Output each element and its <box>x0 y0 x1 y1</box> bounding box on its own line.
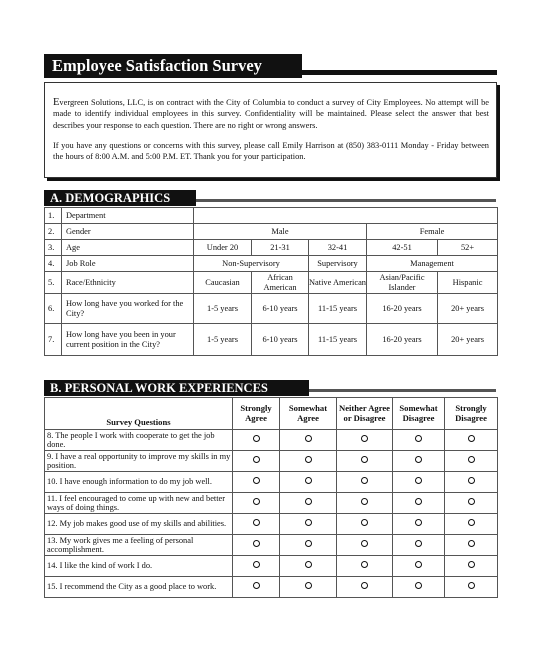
response-cell <box>233 577 280 598</box>
section-a-rule <box>196 199 496 202</box>
answer-option[interactable]: 6-10 years <box>252 294 309 324</box>
question-text: I have enough information to do my job well. <box>59 477 212 487</box>
radio-button[interactable] <box>253 519 260 526</box>
radio-button[interactable] <box>361 456 368 463</box>
title-bar <box>44 54 497 78</box>
radio-button[interactable] <box>415 456 422 463</box>
questions-header: Survey Questions <box>45 398 233 430</box>
question-cell <box>45 472 233 493</box>
section-b-rule <box>309 389 496 392</box>
radio-button[interactable] <box>253 498 260 505</box>
question-label: Age <box>62 240 194 256</box>
radio-button[interactable] <box>468 540 475 547</box>
radio-button[interactable] <box>468 456 475 463</box>
radio-button[interactable] <box>415 477 422 484</box>
demographics-row <box>45 240 498 256</box>
radio-button[interactable] <box>305 540 312 547</box>
intro-dropcap: E <box>53 97 60 108</box>
radio-button[interactable] <box>361 582 368 589</box>
radio-button[interactable] <box>415 540 422 547</box>
demographics-row <box>45 294 498 324</box>
answer-option[interactable]: African American <box>252 272 309 294</box>
response-cell <box>393 472 445 493</box>
response-cell <box>445 556 498 577</box>
radio-button[interactable] <box>415 561 422 568</box>
question-label: Gender <box>62 224 194 240</box>
answer-option[interactable]: Caucasian <box>194 272 252 294</box>
question-label: Race/Ethnicity <box>62 272 194 294</box>
response-cell <box>337 556 393 577</box>
response-cell <box>233 430 280 451</box>
answer-option[interactable]: 32-41 <box>309 240 367 256</box>
radio-button[interactable] <box>468 519 475 526</box>
question-number: 10. <box>47 477 58 487</box>
radio-button[interactable] <box>361 435 368 442</box>
radio-button[interactable] <box>415 582 422 589</box>
question-number: 13. <box>47 535 58 545</box>
section-a-box <box>44 190 196 206</box>
demographics-row <box>45 324 498 356</box>
response-cell <box>393 451 445 472</box>
radio-button[interactable] <box>253 540 260 547</box>
response-cell <box>445 535 498 556</box>
response-cell <box>445 493 498 514</box>
question-row <box>45 577 498 598</box>
response-cell <box>280 535 337 556</box>
question-number: 1. <box>45 208 62 224</box>
response-cell <box>233 451 280 472</box>
response-cell <box>280 514 337 535</box>
answer-option[interactable]: Asian/Pacific Islander <box>367 272 438 294</box>
question-number: 9. <box>47 451 54 461</box>
question-label: How long have you worked for the City? <box>62 294 194 324</box>
section-b-header <box>44 380 496 396</box>
question-number: 5. <box>45 272 62 294</box>
question-cell <box>45 556 233 577</box>
answer-option[interactable]: 16-20 years <box>367 324 438 356</box>
answer-option[interactable]: 42-51 <box>367 240 438 256</box>
response-cell <box>337 577 393 598</box>
response-cell <box>280 472 337 493</box>
response-cell <box>233 472 280 493</box>
demographics-table <box>44 207 498 356</box>
answer-option[interactable]: Non-Supervisory <box>194 256 309 272</box>
answer-option[interactable]: 11-15 years <box>309 324 367 356</box>
radio-button[interactable] <box>361 561 368 568</box>
radio-button[interactable] <box>468 561 475 568</box>
response-cell <box>445 514 498 535</box>
response-cell <box>280 556 337 577</box>
radio-button[interactable] <box>305 519 312 526</box>
answer-option[interactable]: Native American <box>309 272 367 294</box>
answer-option[interactable]: Hispanic <box>438 272 498 294</box>
response-cell <box>393 556 445 577</box>
radio-button[interactable] <box>253 435 260 442</box>
scale-header: Strongly Disagree <box>445 398 498 430</box>
page-title: Employee Satisfaction Survey <box>52 56 262 75</box>
response-cell <box>393 535 445 556</box>
question-label: How long have you been in your current position in the City? <box>62 324 194 356</box>
question-number: 15. <box>47 582 58 592</box>
response-cell <box>280 451 337 472</box>
response-cell <box>393 430 445 451</box>
question-cell <box>45 493 233 514</box>
response-cell <box>445 451 498 472</box>
question-text: My work gives me a feeling of personal accomplishment. <box>47 535 194 554</box>
answer-option[interactable]: 1-5 years <box>194 294 252 324</box>
demographics-row <box>45 256 498 272</box>
response-cell <box>233 535 280 556</box>
demographics-row <box>45 208 498 224</box>
response-cell <box>445 472 498 493</box>
question-cell <box>45 577 233 598</box>
answer-option[interactable]: 11-15 years <box>309 294 367 324</box>
scale-header: Somewhat Disagree <box>393 398 445 430</box>
work-experience-table <box>44 397 498 598</box>
question-text: I feel encouraged to come up with new and better ways of doing things. <box>47 493 226 512</box>
question-number: 11. <box>47 493 58 503</box>
radio-button[interactable] <box>305 435 312 442</box>
scale-header: Neither Agree or Disagree <box>337 398 393 430</box>
response-cell <box>445 577 498 598</box>
radio-button[interactable] <box>253 561 260 568</box>
question-number: 14. <box>47 561 58 571</box>
response-cell <box>337 472 393 493</box>
question-text: I like the kind of work I do. <box>59 561 153 571</box>
question-label: Department <box>62 208 194 224</box>
response-cell <box>280 430 337 451</box>
question-number: 2. <box>45 224 62 240</box>
question-cell <box>45 430 233 451</box>
answer-option[interactable]: 1-5 years <box>194 324 252 356</box>
answer-option[interactable]: 20+ years <box>438 294 498 324</box>
response-cell <box>337 493 393 514</box>
scale-header: Somewhat Agree <box>280 398 337 430</box>
response-cell <box>337 430 393 451</box>
answer-option[interactable]: Management <box>367 256 498 272</box>
radio-button[interactable] <box>305 561 312 568</box>
title-box <box>44 54 302 78</box>
response-cell <box>393 577 445 598</box>
answer-option[interactable]: 52+ <box>438 240 498 256</box>
radio-button[interactable] <box>253 582 260 589</box>
question-number: 6. <box>45 294 62 324</box>
intro-paragraph-1 <box>53 97 489 131</box>
response-cell <box>233 493 280 514</box>
radio-button[interactable] <box>253 477 260 484</box>
question-cell <box>45 535 233 556</box>
radio-button[interactable] <box>305 582 312 589</box>
radio-button[interactable] <box>305 498 312 505</box>
question-row <box>45 493 498 514</box>
response-cell <box>233 514 280 535</box>
radio-button[interactable] <box>305 456 312 463</box>
radio-button[interactable] <box>415 498 422 505</box>
answer-field[interactable] <box>194 208 498 224</box>
radio-button[interactable] <box>305 477 312 484</box>
response-cell <box>337 514 393 535</box>
response-cell <box>337 535 393 556</box>
radio-button[interactable] <box>468 582 475 589</box>
radio-button[interactable] <box>468 477 475 484</box>
demographics-row <box>45 224 498 240</box>
response-cell <box>280 577 337 598</box>
section-b-title: B. PERSONAL WORK EXPERIENCES <box>50 381 268 395</box>
question-cell <box>45 451 233 472</box>
question-number: 3. <box>45 240 62 256</box>
answer-option[interactable]: Supervisory <box>309 256 367 272</box>
answer-option[interactable]: Female <box>367 224 498 240</box>
radio-button[interactable] <box>361 519 368 526</box>
question-row <box>45 535 498 556</box>
response-cell <box>393 514 445 535</box>
answer-option[interactable]: 21-31 <box>252 240 309 256</box>
response-cell <box>337 451 393 472</box>
question-cell <box>45 514 233 535</box>
question-label: Job Role <box>62 256 194 272</box>
question-row <box>45 430 498 451</box>
radio-button[interactable] <box>361 540 368 547</box>
response-cell <box>393 493 445 514</box>
intro-paragraph-1-text: vergreen Solutions, LLC, is on contract with the City of Columbia to conduct a survey of City Employees. No attempt will be made to identify individual employees in this survey. Confidentiality will be maintained. Please select the answer that best describes your response to each question. There are no right or wrong answers. <box>53 98 489 130</box>
question-number: 12. <box>47 519 58 529</box>
radio-button[interactable] <box>361 477 368 484</box>
radio-button[interactable] <box>415 435 422 442</box>
response-cell <box>280 493 337 514</box>
section-a-title: A. DEMOGRAPHICS <box>50 191 171 205</box>
answer-option[interactable]: 16-20 years <box>367 294 438 324</box>
answer-option[interactable]: 20+ years <box>438 324 498 356</box>
question-row <box>45 472 498 493</box>
answer-option[interactable]: 6-10 years <box>252 324 309 356</box>
radio-button[interactable] <box>415 519 422 526</box>
title-rule <box>300 70 497 75</box>
section-b-box <box>44 380 309 396</box>
question-text: My job makes good use of my skills and abilities. <box>59 519 227 529</box>
intro-box <box>44 82 497 178</box>
section-a-header <box>44 190 496 206</box>
radio-button[interactable] <box>361 498 368 505</box>
response-cell <box>445 430 498 451</box>
radio-button[interactable] <box>253 456 260 463</box>
demographics-row <box>45 272 498 294</box>
question-row <box>45 514 498 535</box>
radio-button[interactable] <box>468 498 475 505</box>
question-text: I have a real opportunity to improve my skills in my position. <box>47 451 231 470</box>
question-row <box>45 556 498 577</box>
answer-option[interactable]: Male <box>194 224 367 240</box>
question-number: 7. <box>45 324 62 356</box>
question-text: I recommend the City as a good place to work. <box>59 582 217 592</box>
response-cell <box>233 556 280 577</box>
intro-paragraph-2: If you have any questions or concerns with this survey, please call Emily Harrison at (850) 383-0111 Monday - Friday between the hours of 8:00 A.M. and 5:00 P.M. ET. Thank you for your participation. <box>53 141 489 162</box>
radio-button[interactable] <box>468 435 475 442</box>
question-number: 4. <box>45 256 62 272</box>
scale-header: Strongly Agree <box>233 398 280 430</box>
question-number: 8. <box>47 430 54 440</box>
question-row <box>45 451 498 472</box>
answer-option[interactable]: Under 20 <box>194 240 252 256</box>
question-text: The people I work with cooperate to get the job done. <box>47 430 215 449</box>
